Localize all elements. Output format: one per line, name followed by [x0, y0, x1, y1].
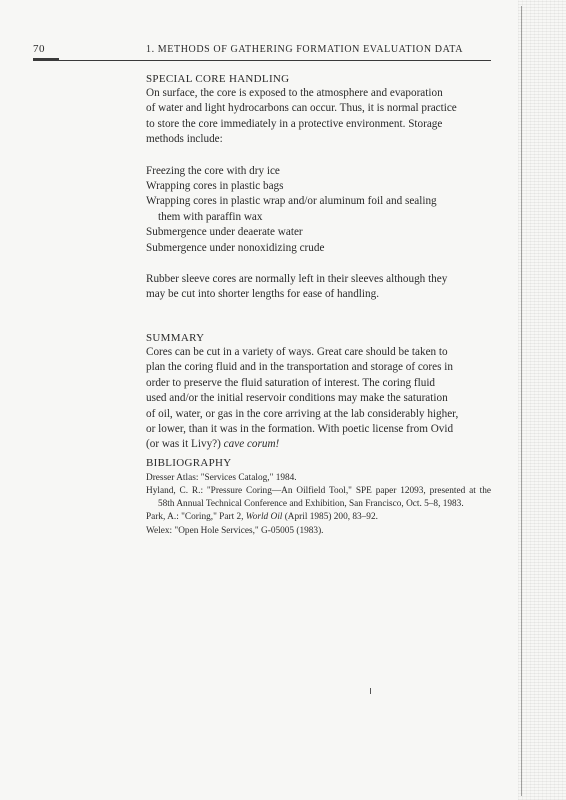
header-rule: [33, 60, 491, 61]
list-item: Wrapping cores in plastic bags: [146, 180, 284, 193]
main-content: [146, 72, 491, 453]
text-line: (or was it Livy?): [146, 438, 224, 451]
running-head: 1. METHODS OF GATHERING FORMATION EVALUATION DATA: [146, 44, 464, 55]
bibliography-section: [146, 456, 491, 538]
section-heading-bibliography: BIBLIOGRAPHY: [146, 457, 232, 469]
list-item-continuation: them with paraffin wax: [158, 210, 263, 223]
text-line: order to preserve the fluid saturation of interest. The coring fluid: [146, 376, 436, 389]
list-item: Freezing the core with dry ice: [146, 164, 280, 177]
summary-paragraph: [146, 345, 491, 453]
text-line: Rubber sleeve cores are normally left in their sleeves although they: [146, 273, 448, 286]
bibliography-entry: Dresser Atlas: "Services Catalog," 1984.: [146, 473, 297, 483]
scan-edge-line: [521, 6, 522, 796]
page-number: 70: [33, 43, 45, 55]
sleeve-cores-paragraph: [146, 272, 491, 303]
latin-quote: cave corum!: [223, 438, 280, 451]
text-line: methods include:: [146, 133, 223, 146]
list-item: Submergence under nonoxidizing crude: [146, 241, 325, 254]
text-line: may be cut into shorter lengths for ease of handling.: [146, 288, 380, 301]
text-line: to store the core immediately in a protective environment. Storage: [146, 117, 443, 130]
text-line: Cores can be cut in a variety of ways. Great care should be taken to: [146, 345, 448, 358]
bibliography-entry: Welex: "Open Hole Services," G-05005 (1983).: [146, 525, 324, 536]
page-header: [33, 43, 491, 61]
text-line: plan the coring fluid and in the transportation and storage of cores in: [146, 361, 453, 374]
bibliography-list: [146, 472, 491, 537]
text-line: of water and light hydrocarbons can occur. Thus, it is normal practice: [146, 102, 457, 115]
bibliography-entry: Park, A.: "Coring," Part 2, World Oil (April 1985) 200, 83–92.: [146, 512, 378, 523]
bibliography-entry: Hyland, C. R.: "Pressure Coring—An Oilfield Tool," SPE paper 12093, presented at the 58th Annual Technical Conference and Exhibition, San Francisco, Oct. 5–8, 1983.: [146, 486, 491, 509]
text-line: used and/or the initial reservoir conditions may make the saturation: [146, 392, 448, 405]
journal-title: World Oil: [245, 512, 283, 523]
text-line: of oil, water, or gas in the core arriving at the lab considerably higher,: [146, 407, 459, 420]
special-core-intro: [146, 86, 491, 148]
scan-mark: [370, 688, 371, 694]
section-heading-summary: SUMMARY: [146, 331, 205, 344]
storage-methods-list: [146, 164, 491, 256]
text-line: On surface, the core is exposed to the atmosphere and evaporation: [146, 87, 443, 99]
list-item: Wrapping cores in plastic wrap and/or aluminum foil and sealing: [146, 195, 437, 208]
list-item: Submergence under deaerate water: [146, 226, 303, 239]
text-line: or lower, than it was in the formation. With poetic license from Ovid: [146, 422, 454, 435]
section-heading-special-core-handling: SPECIAL CORE HANDLING: [146, 73, 290, 85]
scan-edge-noise: [518, 0, 566, 800]
